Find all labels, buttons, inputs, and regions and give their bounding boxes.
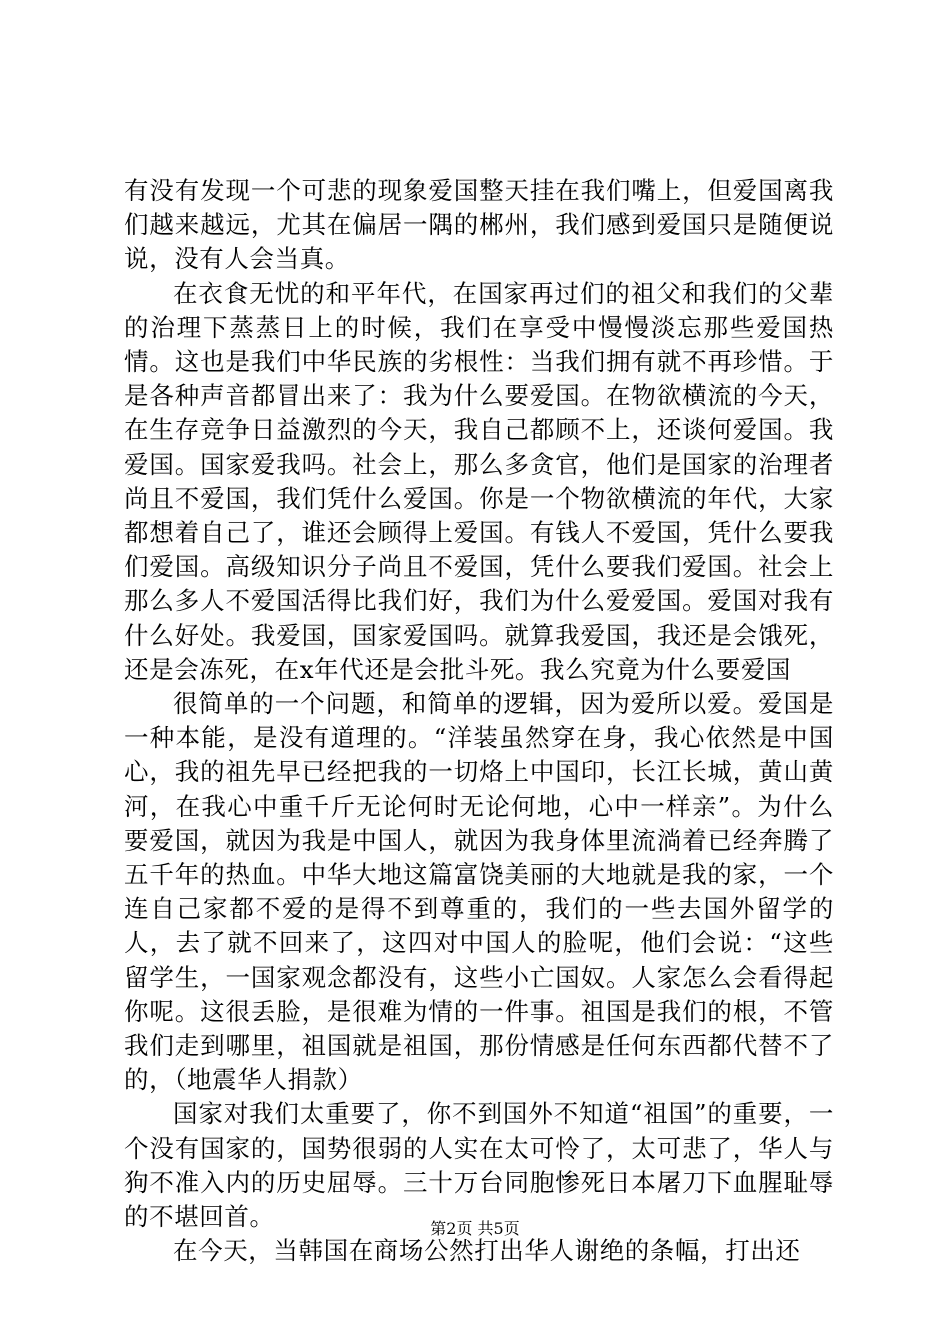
paragraph-2: 在衣食无忧的和平年代，在国家再过们的祖父和我们的父辈的治理下蒸蒸日上的时候，我们在享受中慢慢淡忘那些爱国热情。这也是我们中华民族的劣根性：当我们拥有就不再珍惜。于是各种声音都冒出来了：我为什么要爱国。在物欲横流的今天，在生存竞争日益激烈的今天，我自己都顾不上，还谈何爱国。我爱国。国家爱我吗。社会上，那么多贪官，他们是国家的治理者尚且不爱国，我们凭什么爱国。你是一个物欲横流的年代，大家都想着自己了，谁还会顾得上爱国。有钱人不爱国，凭什么要我们爱国。高级知识分子尚且不爱国，凭什么要我们爱国。社会上那么多人不爱国活得比我们好，我们为什么爱爱国。爱国对我有什么好处。我爱国，国家爱国吗。就算我爱国，我还是会饿死，还是会冻死，在x年代还是会批斗死。我么究竟为什么要爱国 [124,278,834,684]
paragraph-3: 很简单的一个问题，和简单的逻辑，因为爱所以爱。爱国是一种本能，是没有道理的。“洋装虽然穿在身，我心依然是中国心，我的祖先早已经把我的一切烙上中国印，长江长城，黄山黄河，在我心中重千斤无论何时无论何地，心中一样亲”。为什么要爱国，就因为我是中国人，就因为我身体里流淌着已经奔腾了五千年的热血。中华大地这篇富饶美丽的大地就是我的家，一个连自己家都不爱的是得不到尊重的，我们的一些去国外留学的人，去了就不回来了，这四对中国人的脸呢，他们会说：“这些留学生，一国家观念都没有，这些小亡国奴。人家怎么会看得起你呢。这很丢脸，是很难为情的一件事。祖国是我们的根，不管我们走到哪里，祖国就是祖国，那份情感是任何东西都代替不了的，（地震华人捐款） [124,689,834,1095]
page-number-footer: 第2页 共5页 [430,1219,520,1238]
paragraph-4: 国家对我们太重要了，你不到国外不知道“祖国”的重要，一个没有国家的，国势很弱的人实在太可怜了，太可悲了，华人与狗不准入内的历史屈辱。三十万台同胞惨死日本屠刀下血腥耻辱的不堪回首。 [124,1099,834,1232]
paragraph-5: 在今天，当韩国在商场公然打出华人谢绝的条幅，打出还 [173,1236,801,1266]
body-text [124,174,834,1269]
paragraph-1: 有没有发现一个可悲的现象爱国整天挂在我们嘴上，但爱国离我们越来越远，尤其在偏居一隅的郴州，我们感到爱国只是随便说说，没有人会当真。 [124,176,834,274]
